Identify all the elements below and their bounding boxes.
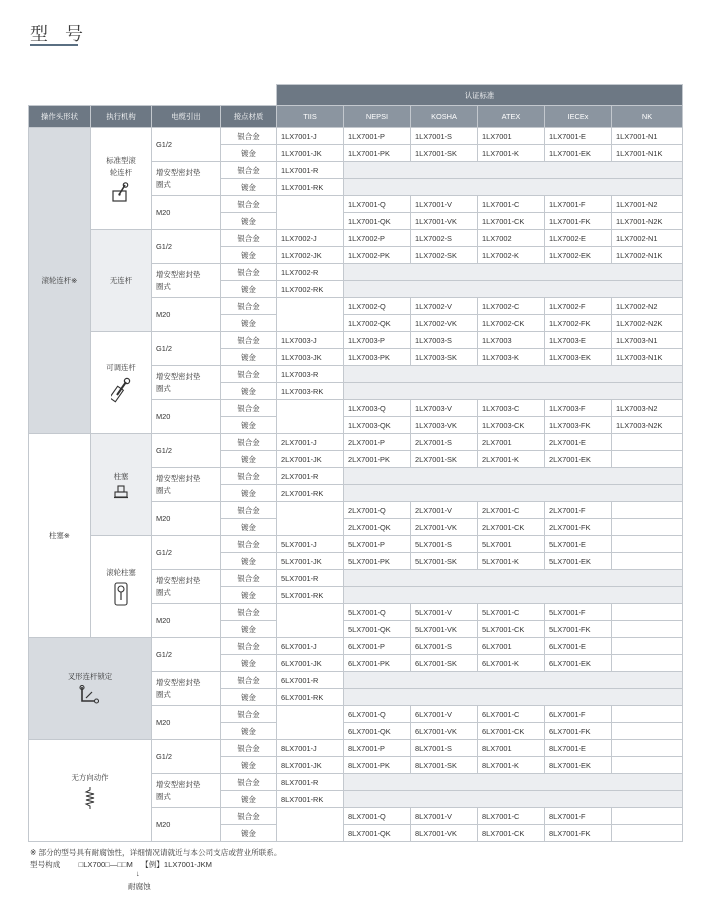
cable-label: M20 bbox=[156, 207, 171, 217]
model-cell: 1LX7002-F bbox=[545, 298, 612, 315]
model-cell: 1LX7002-C bbox=[478, 298, 545, 315]
model-cell: 1LX7002-CK bbox=[478, 315, 545, 332]
model-cell: 6LX7001 bbox=[478, 638, 545, 655]
model-cell: 2LX7001-S bbox=[411, 434, 478, 451]
model-cell: 1LX7002-JK bbox=[277, 247, 344, 264]
model-cell: 1LX7003-S bbox=[411, 332, 478, 349]
cable-label: G1/2 bbox=[156, 343, 173, 353]
model-cell: 8LX7001 bbox=[478, 740, 545, 757]
model-cell: 2LX7001-RK bbox=[277, 485, 344, 502]
cable-label: 增安型密封垫圈式 bbox=[156, 269, 201, 291]
model-cell: 1LX7001-CK bbox=[478, 213, 545, 230]
model-cell: 1LX7001-F bbox=[545, 196, 612, 213]
model-cell: 5LX7001-VK bbox=[411, 621, 478, 638]
model-cell: 1LX7003-CK bbox=[478, 417, 545, 434]
col-head-atex: ATEX bbox=[478, 106, 545, 128]
model-cell: 2LX7001-R bbox=[277, 468, 344, 485]
cable-cell bbox=[152, 230, 221, 264]
model-cell: 1LX7003-QK bbox=[344, 417, 411, 434]
model-cell: 6LX7001-QK bbox=[344, 723, 411, 740]
model-cell: 5LX7001-FK bbox=[545, 621, 612, 638]
contact-material: 镀金 bbox=[221, 383, 277, 400]
model-cell: 6LX7001-P bbox=[344, 638, 411, 655]
model-cell: 1LX7002-E bbox=[545, 230, 612, 247]
model-cell: 8LX7001-QK bbox=[344, 825, 411, 842]
model-cell: 5LX7001-J bbox=[277, 536, 344, 553]
contact-material: 镀金 bbox=[221, 315, 277, 332]
model-cell: 5LX7001-Q bbox=[344, 604, 411, 621]
actuator-cell bbox=[91, 230, 152, 332]
model-cell: 5LX7001-CK bbox=[478, 621, 545, 638]
model-cell: 2LX7001-FK bbox=[545, 519, 612, 536]
model-cell: 8LX7001-Q bbox=[344, 808, 411, 825]
cable-cell bbox=[152, 366, 221, 400]
model-cell: 6LX7001-PK bbox=[344, 655, 411, 672]
model-cell: 8LX7001-RK bbox=[277, 791, 344, 808]
contact-material: 银合金 bbox=[221, 332, 277, 349]
model-cell: 2LX7001-V bbox=[411, 502, 478, 519]
actuator-label: 柱塞 bbox=[113, 471, 129, 481]
cable-label: M20 bbox=[156, 513, 171, 523]
model-cell: 2LX7001-PK bbox=[344, 451, 411, 468]
model-cell: 6LX7001-FK bbox=[545, 723, 612, 740]
cable-cell bbox=[152, 298, 221, 332]
model-cell: 1LX7001-J bbox=[277, 128, 344, 145]
table-row bbox=[29, 128, 683, 145]
col-head-kosha: KOSHA bbox=[411, 106, 478, 128]
plunger-icon bbox=[113, 485, 129, 499]
contact-material: 银合金 bbox=[221, 740, 277, 757]
model-cell: 8LX7001-FK bbox=[545, 825, 612, 842]
model-cell: 1LX7002-R bbox=[277, 264, 344, 281]
model-cell: 1LX7002-N1K bbox=[612, 247, 683, 264]
contact-material: 银合金 bbox=[221, 264, 277, 281]
model-cell: 1LX7002-Q bbox=[344, 298, 411, 315]
model-composition bbox=[30, 859, 212, 870]
model-cell: 1LX7003-Q bbox=[344, 400, 411, 417]
cable-label: G1/2 bbox=[156, 547, 173, 557]
model-cell: 1LX7003-F bbox=[545, 400, 612, 417]
group-cell bbox=[29, 638, 152, 740]
model-cell: 2LX7001-JK bbox=[277, 451, 344, 468]
model-cell: 1LX7003-EK bbox=[545, 349, 612, 366]
contact-material: 银合金 bbox=[221, 536, 277, 553]
model-cell: 2LX7001-F bbox=[545, 502, 612, 519]
actuator-cell bbox=[91, 128, 152, 230]
contact-material: 镀金 bbox=[221, 825, 277, 842]
col-head-cable: 电缆引出 bbox=[152, 106, 221, 128]
model-cell: 6LX7001-K bbox=[478, 655, 545, 672]
footnote: ※ 部分的型号具有耐腐蚀性，详细情况请就近与本公司支店或营业所联系。 bbox=[30, 848, 282, 857]
contact-material: 镀金 bbox=[221, 281, 277, 298]
model-cell: 8LX7001-V bbox=[411, 808, 478, 825]
cable-label: 增安型密封垫圈式 bbox=[156, 575, 201, 597]
cable-label: G1/2 bbox=[156, 649, 173, 659]
contact-material: 银合金 bbox=[221, 196, 277, 213]
cable-cell bbox=[152, 740, 221, 774]
contact-material: 银合金 bbox=[221, 230, 277, 247]
actuator-label: 标准型滚轮连杆 bbox=[106, 156, 136, 177]
model-cell: 6LX7001-JK bbox=[277, 655, 344, 672]
model-cell: 1LX7001-JK bbox=[277, 145, 344, 162]
contact-material: 银合金 bbox=[221, 434, 277, 451]
actuator-label: 无连杆 bbox=[109, 276, 133, 285]
contact-material: 镀金 bbox=[221, 587, 277, 604]
cable-cell bbox=[152, 264, 221, 298]
cert-group-header: 认证标准 bbox=[277, 85, 683, 106]
cable-label: M20 bbox=[156, 615, 171, 625]
model-cell: 2LX7001-E bbox=[545, 434, 612, 451]
cable-cell bbox=[152, 604, 221, 638]
model-cell: 1LX7001-R bbox=[277, 162, 344, 179]
model-cell: 1LX7001-RK bbox=[277, 179, 344, 196]
group-label: 无方向动作 bbox=[71, 773, 109, 782]
model-cell: 6LX7001-F bbox=[545, 706, 612, 723]
model-cell: 1LX7002-EK bbox=[545, 247, 612, 264]
cable-cell bbox=[152, 128, 221, 162]
model-cell: 1LX7001-QK bbox=[344, 213, 411, 230]
model-cell: 1LX7001-N1 bbox=[612, 128, 683, 145]
model-cell: 5LX7001-F bbox=[545, 604, 612, 621]
model-cell: 1LX7001-SK bbox=[411, 145, 478, 162]
model-cell: 1LX7002 bbox=[478, 230, 545, 247]
cable-label: G1/2 bbox=[156, 241, 173, 251]
contact-material: 银合金 bbox=[221, 604, 277, 621]
model-cell: 8LX7001-PK bbox=[344, 757, 411, 774]
model-cell: 1LX7003-N1K bbox=[612, 349, 683, 366]
model-cell: 1LX7002-K bbox=[478, 247, 545, 264]
model-cell: 1LX7001-EK bbox=[545, 145, 612, 162]
model-cell: 1LX7003-J bbox=[277, 332, 344, 349]
model-cell: 5LX7001-C bbox=[478, 604, 545, 621]
contact-material: 镀金 bbox=[221, 349, 277, 366]
model-cell: 1LX7002-N1 bbox=[612, 230, 683, 247]
cable-cell bbox=[152, 468, 221, 502]
model-cell: 2LX7001-QK bbox=[344, 519, 411, 536]
col-head-shape: 操作头形状 bbox=[29, 106, 91, 128]
cable-label: 增安型密封垫圈式 bbox=[156, 371, 201, 393]
model-cell: 5LX7001-V bbox=[411, 604, 478, 621]
model-cell: 8LX7001-SK bbox=[411, 757, 478, 774]
model-cell: 1LX7003-FK bbox=[545, 417, 612, 434]
model-cell: 1LX7002-N2 bbox=[612, 298, 683, 315]
cable-cell bbox=[152, 808, 221, 842]
contact-material: 镀金 bbox=[221, 757, 277, 774]
model-cell: 6LX7001-S bbox=[411, 638, 478, 655]
title-underline bbox=[30, 44, 78, 46]
model-table bbox=[28, 84, 683, 842]
contact-material: 镀金 bbox=[221, 417, 277, 434]
model-cell: 8LX7001-R bbox=[277, 774, 344, 791]
model-cell: 1LX7001 bbox=[478, 128, 545, 145]
model-cell: 8LX7001-VK bbox=[411, 825, 478, 842]
actuator-label: 滚轮柱塞 bbox=[106, 568, 136, 577]
table-row bbox=[29, 638, 683, 655]
actuator-cell bbox=[91, 434, 152, 536]
model-cell: 5LX7001-S bbox=[411, 536, 478, 553]
model-cell: 1LX7001-C bbox=[478, 196, 545, 213]
model-cell: 1LX7003-C bbox=[478, 400, 545, 417]
model-cell: 1LX7003-RK bbox=[277, 383, 344, 400]
cable-label: 增安型密封垫圈式 bbox=[156, 473, 201, 495]
model-cell: 1LX7003-K bbox=[478, 349, 545, 366]
cable-label: G1/2 bbox=[156, 751, 173, 761]
corrosion-label: 耐腐蚀 bbox=[128, 882, 151, 891]
cable-cell bbox=[152, 400, 221, 434]
model-cell: 2LX7001-SK bbox=[411, 451, 478, 468]
cable-label: 增安型密封垫圈式 bbox=[156, 167, 201, 189]
arrow-down-icon: ↓ bbox=[136, 869, 140, 878]
spring-icon bbox=[84, 787, 96, 809]
model-cell: 6LX7001-RK bbox=[277, 689, 344, 706]
cable-cell bbox=[152, 774, 221, 808]
contact-material: 镀金 bbox=[221, 213, 277, 230]
cable-cell bbox=[152, 536, 221, 570]
model-cell: 6LX7001-VK bbox=[411, 723, 478, 740]
cable-cell bbox=[152, 196, 221, 230]
model-cell: 1LX7001-FK bbox=[545, 213, 612, 230]
model-cell: 5LX7001-SK bbox=[411, 553, 478, 570]
model-cell: 6LX7001-Q bbox=[344, 706, 411, 723]
table-row bbox=[29, 230, 683, 247]
model-cell: 2LX7001-P bbox=[344, 434, 411, 451]
model-cell: 5LX7001-QK bbox=[344, 621, 411, 638]
contact-material: 镀金 bbox=[221, 655, 277, 672]
model-label: 型号构成 bbox=[30, 860, 61, 869]
actuator-cell bbox=[91, 332, 152, 434]
model-cell: 1LX7003-V bbox=[411, 400, 478, 417]
model-cell: 2LX7001-C bbox=[478, 502, 545, 519]
model-cell: 1LX7001-N2K bbox=[612, 213, 683, 230]
model-cell: 2LX7001 bbox=[478, 434, 545, 451]
model-cell: 6LX7001-R bbox=[277, 672, 344, 689]
table-row bbox=[29, 434, 683, 451]
model-cell: 6LX7001-SK bbox=[411, 655, 478, 672]
table-row bbox=[29, 332, 683, 349]
model-cell: 1LX7002-RK bbox=[277, 281, 344, 298]
model-cell: 5LX7001-K bbox=[478, 553, 545, 570]
roller-plunger-icon bbox=[113, 582, 129, 606]
model-cell: 6LX7001-J bbox=[277, 638, 344, 655]
model-cell: 1LX7002-P bbox=[344, 230, 411, 247]
col-head-iecex: IECEx bbox=[545, 106, 612, 128]
model-cell: 6LX7001-E bbox=[545, 638, 612, 655]
model-cell: 8LX7001-P bbox=[344, 740, 411, 757]
model-cell: 2LX7001-J bbox=[277, 434, 344, 451]
cable-label: 增安型密封垫圈式 bbox=[156, 677, 201, 699]
contact-material: 镀金 bbox=[221, 791, 277, 808]
actuator-cell bbox=[91, 536, 152, 638]
model-cell: 2LX7001-CK bbox=[478, 519, 545, 536]
cable-label: M20 bbox=[156, 717, 171, 727]
cable-label: M20 bbox=[156, 819, 171, 829]
model-cell: 6LX7001-EK bbox=[545, 655, 612, 672]
model-cell: 1LX7003-R bbox=[277, 366, 344, 383]
model-cell: 1LX7001-N2 bbox=[612, 196, 683, 213]
contact-material: 镀金 bbox=[221, 553, 277, 570]
cable-cell bbox=[152, 570, 221, 604]
table-row bbox=[29, 536, 683, 553]
contact-material: 银合金 bbox=[221, 706, 277, 723]
model-cell: 8LX7001-EK bbox=[545, 757, 612, 774]
contact-material: 银合金 bbox=[221, 808, 277, 825]
group-cell bbox=[29, 740, 152, 842]
model-cell: 1LX7001-E bbox=[545, 128, 612, 145]
group-label: 叉形连杆锁定 bbox=[67, 671, 113, 681]
model-cell: 1LX7002-J bbox=[277, 230, 344, 247]
model-cell: 8LX7001-E bbox=[545, 740, 612, 757]
model-cell: 5LX7001-JK bbox=[277, 553, 344, 570]
contact-material: 镀金 bbox=[221, 145, 277, 162]
model-cell: 5LX7001 bbox=[478, 536, 545, 553]
model-cell: 1LX7001-Q bbox=[344, 196, 411, 213]
contact-material: 银合金 bbox=[221, 400, 277, 417]
contact-material: 镀金 bbox=[221, 247, 277, 264]
model-cell: 1LX7001-PK bbox=[344, 145, 411, 162]
model-cell: 1LX7003-E bbox=[545, 332, 612, 349]
cable-label: G1/2 bbox=[156, 139, 173, 149]
model-cell: 1LX7001-P bbox=[344, 128, 411, 145]
contact-material: 银合金 bbox=[221, 468, 277, 485]
actuator-label: 可调连杆 bbox=[106, 363, 136, 372]
contact-material: 银合金 bbox=[221, 672, 277, 689]
contact-material: 银合金 bbox=[221, 366, 277, 383]
cable-label: G1/2 bbox=[156, 445, 173, 455]
model-cell: 1LX7003-N2 bbox=[612, 400, 683, 417]
model-cell: 6LX7001-V bbox=[411, 706, 478, 723]
model-cell: 1LX7002-FK bbox=[545, 315, 612, 332]
model-cell: 2LX7001-VK bbox=[411, 519, 478, 536]
model-cell: 1LX7003-N1 bbox=[612, 332, 683, 349]
model-cell: 8LX7001-S bbox=[411, 740, 478, 757]
model-pattern: □LX700□—□□M bbox=[78, 860, 133, 869]
col-head-nepsi: NEPSI bbox=[344, 106, 411, 128]
model-cell: 1LX7003-JK bbox=[277, 349, 344, 366]
model-cell: 5LX7001-E bbox=[545, 536, 612, 553]
contact-material: 银合金 bbox=[221, 570, 277, 587]
cable-label: M20 bbox=[156, 309, 171, 319]
model-cell: 2LX7001-Q bbox=[344, 502, 411, 519]
group-roller-lever: 滚轮连杆※ bbox=[29, 128, 91, 434]
contact-material: 镀金 bbox=[221, 485, 277, 502]
model-cell: 1LX7001-K bbox=[478, 145, 545, 162]
col-head-contact: 接点材质 bbox=[221, 106, 277, 128]
model-cell: 1LX7001-N1K bbox=[612, 145, 683, 162]
model-cell: 1LX7002-N2K bbox=[612, 315, 683, 332]
model-cell: 2LX7001-EK bbox=[545, 451, 612, 468]
model-cell: 1LX7001-S bbox=[411, 128, 478, 145]
model-cell: 1LX7002-SK bbox=[411, 247, 478, 264]
model-cell: 8LX7001-K bbox=[478, 757, 545, 774]
contact-material: 银合金 bbox=[221, 298, 277, 315]
col-head-nk: NK bbox=[612, 106, 683, 128]
contact-material: 镀金 bbox=[221, 621, 277, 638]
group-plunger: 柱塞※ bbox=[29, 434, 91, 638]
model-cell: 1LX7003-N2K bbox=[612, 417, 683, 434]
cable-label: M20 bbox=[156, 411, 171, 421]
col-head-tiis: TIIS bbox=[277, 106, 344, 128]
model-cell: 1LX7002-S bbox=[411, 230, 478, 247]
adjustable-lever-icon bbox=[111, 377, 131, 403]
model-cell: 1LX7001-VK bbox=[411, 213, 478, 230]
model-cell: 1LX7003-P bbox=[344, 332, 411, 349]
model-cell: 1LX7002-QK bbox=[344, 315, 411, 332]
contact-material: 镀金 bbox=[221, 723, 277, 740]
model-cell: 1LX7002-PK bbox=[344, 247, 411, 264]
model-cell: 1LX7003-SK bbox=[411, 349, 478, 366]
model-cell: 1LX7003-VK bbox=[411, 417, 478, 434]
model-cell: 1LX7003 bbox=[478, 332, 545, 349]
contact-material: 银合金 bbox=[221, 502, 277, 519]
model-cell: 8LX7001-J bbox=[277, 740, 344, 757]
model-cell: 8LX7001-C bbox=[478, 808, 545, 825]
model-cell: 6LX7001-CK bbox=[478, 723, 545, 740]
model-example: 【例】1LX7001-JKM bbox=[141, 860, 213, 869]
contact-material: 镀金 bbox=[221, 179, 277, 196]
contact-material: 银合金 bbox=[221, 774, 277, 791]
contact-material: 银合金 bbox=[221, 162, 277, 179]
cable-label: 增安型密封垫圈式 bbox=[156, 779, 201, 801]
model-cell: 5LX7001-P bbox=[344, 536, 411, 553]
contact-material: 镀金 bbox=[221, 519, 277, 536]
cable-cell bbox=[152, 332, 221, 366]
model-cell: 2LX7001-K bbox=[478, 451, 545, 468]
model-cell: 8LX7001-CK bbox=[478, 825, 545, 842]
page-title: 型 号 bbox=[30, 24, 90, 44]
cable-cell bbox=[152, 434, 221, 468]
contact-material: 银合金 bbox=[221, 638, 277, 655]
model-cell: 1LX7002-VK bbox=[411, 315, 478, 332]
roller-lever-icon bbox=[112, 182, 130, 202]
col-head-actuator: 执行机构 bbox=[91, 106, 152, 128]
cable-cell bbox=[152, 162, 221, 196]
cable-cell bbox=[152, 706, 221, 740]
fork-lever-icon bbox=[79, 685, 101, 707]
contact-material: 银合金 bbox=[221, 128, 277, 145]
model-cell: 5LX7001-R bbox=[277, 570, 344, 587]
cable-cell bbox=[152, 638, 221, 672]
table-row bbox=[29, 740, 683, 757]
model-cell: 1LX7003-PK bbox=[344, 349, 411, 366]
model-cell: 1LX7002-V bbox=[411, 298, 478, 315]
contact-material: 镀金 bbox=[221, 689, 277, 706]
contact-material: 镀金 bbox=[221, 451, 277, 468]
cable-cell bbox=[152, 502, 221, 536]
model-cell: 5LX7001-PK bbox=[344, 553, 411, 570]
model-cell: 5LX7001-RK bbox=[277, 587, 344, 604]
model-cell: 8LX7001-JK bbox=[277, 757, 344, 774]
model-cell: 1LX7001-V bbox=[411, 196, 478, 213]
model-cell: 6LX7001-C bbox=[478, 706, 545, 723]
model-cell: 8LX7001-F bbox=[545, 808, 612, 825]
model-cell: 5LX7001-EK bbox=[545, 553, 612, 570]
cable-cell bbox=[152, 672, 221, 706]
